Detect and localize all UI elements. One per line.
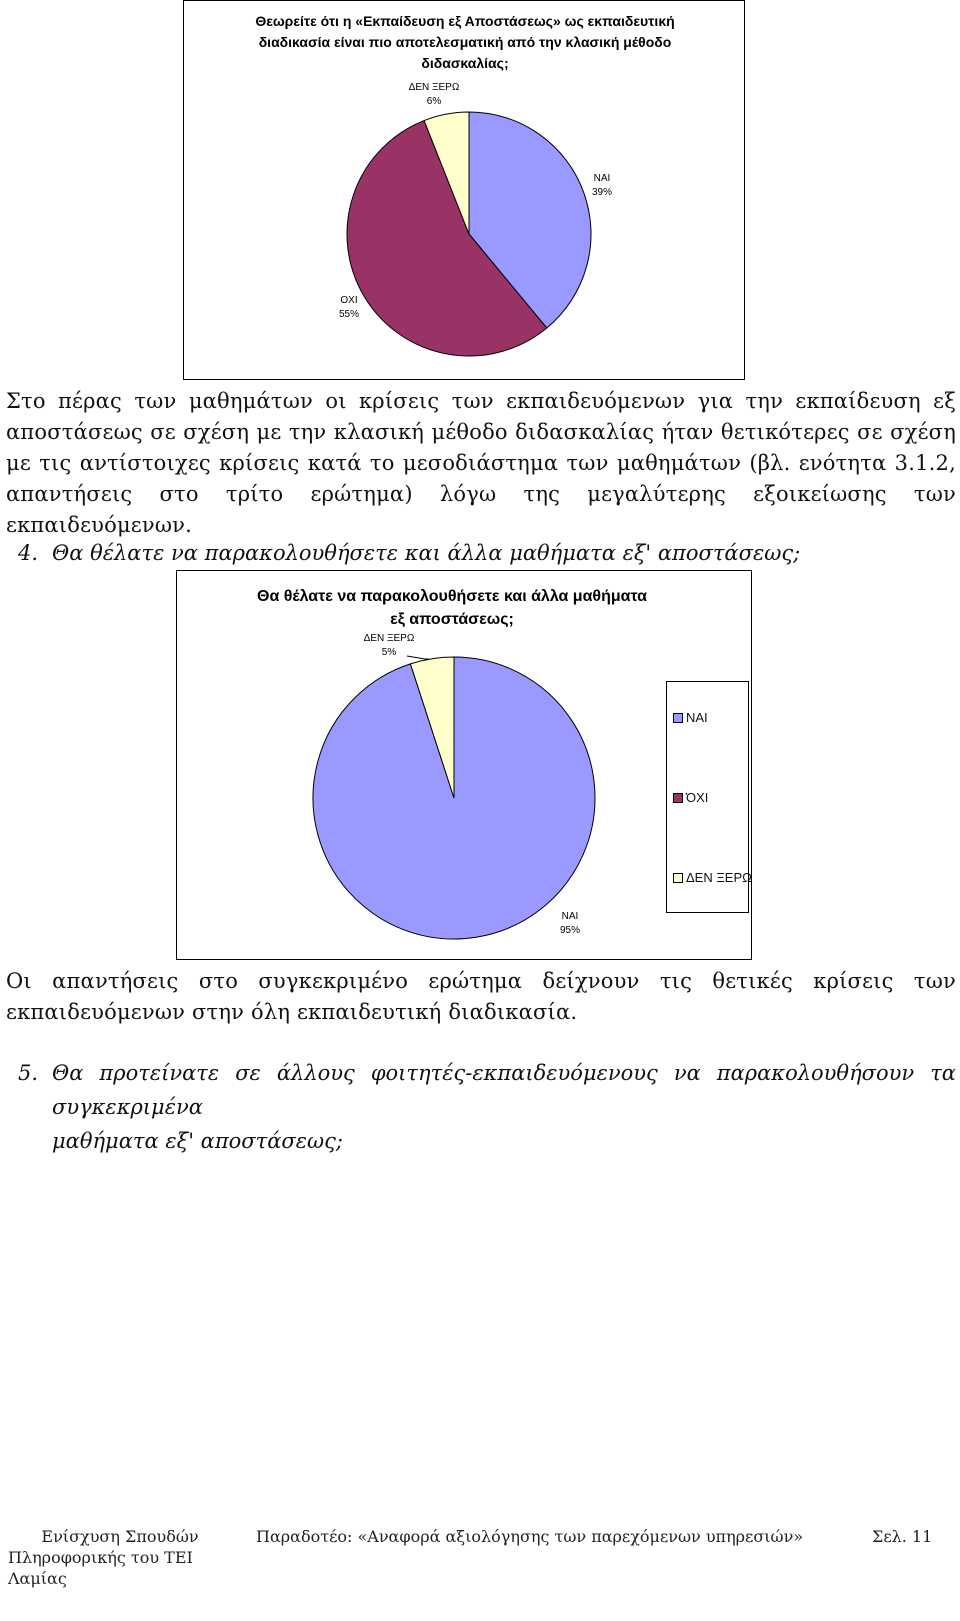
question-4-text: Θα θέλατε να παρακολουθήσετε και άλλα μαθήματα εξ' αποστάσεως; [52, 541, 801, 565]
chart-2-legend [666, 681, 752, 913]
chart-1-title-line-2: διαδικασία είναι πιο αποτελεσματική από την κλασική μέθοδο [258, 34, 672, 50]
chart-1-title-line-1: Θεωρείτε ότι η «Εκπαίδευση εξ Αποστάσεως» ως εκπαιδευτική [255, 13, 675, 29]
chart-2-leader-line-2 [407, 656, 429, 659]
chart-1-slice-percent-2: 6% [426, 96, 442, 107]
chart-1-title-line-3: διδασκαλίας; [421, 55, 509, 71]
chart-2-slice-percent-2: 5% [381, 647, 397, 658]
paragraph-2: Οι απαντήσεις στο συγκεκριμένο ερώτημα δείχνουν τις θετικές κρίσεις των εκπαιδευόμενων στην όλη εκπαιδευτική διαδικασία. [6, 969, 956, 1024]
legend-item-den-xero [673, 870, 752, 885]
legend-label-ochi: ΌΧΙ [686, 790, 709, 805]
legend-swatch-nai [673, 713, 683, 723]
chart-2 [176, 570, 752, 960]
footer-center: Παραδοτέο: «Αναφορά αξιολόγησης των παρεχόμενων υπηρεσιών» [256, 1527, 804, 1546]
footer-left-line-1: Ενίσχυση Σπουδών [41, 1527, 199, 1546]
footer-left-line-2: Πληροφορικής του ΤΕΙ Λαμίας [8, 1548, 193, 1588]
paragraph-1: Στο πέρας των μαθημάτων οι κρίσεις των εκπαιδευόμενων για την εκπαίδευση εξ αποστάσεως σε σχέση με την κλασική μέθοδο διδασκαλίας ήταν θετικότερες σε σχέση με τις αντίστοιχες κρίσεις κατά το μεσοδιάστημα των μαθημάτων (βλ. ενότητα 3.1.2, απαντήσεις στο τρίτο ερώτημα) λόγω της μεγαλύτερης εξοικείωσης των εκπαιδευόμενων. [6, 389, 956, 537]
question-5-text-line-1: Θα προτείνατε σε άλλους φοιτητές-εκπαιδευόμενους να παρακολουθήσουν τα συγκεκριμένα [52, 1061, 956, 1119]
chart-1-slice-percent-1: 55% [338, 309, 360, 320]
legend-swatch-ochi [673, 793, 683, 803]
chart-1-plot [184, 1, 746, 381]
chart-2-slice-label-0: ΝΑΙ [561, 911, 579, 922]
question-5-number: 5. [17, 1061, 38, 1085]
footer-page-number: Σελ. 11 [872, 1527, 933, 1546]
chart-1 [183, 0, 745, 380]
chart-2-title-line-2: εξ αποστάσεως; [390, 611, 514, 628]
chart-2-slice-label-2: ΔΕΝ ΞΕΡΩ [363, 633, 415, 644]
legend-label-nai: ΝΑΙ [686, 710, 708, 725]
chart-1-slice-label-1: ΟΧΙ [340, 295, 358, 306]
question-5-text-line-2: μαθήματα εξ' αποστάσεως; [52, 1129, 343, 1153]
question-4 [0, 536, 950, 570]
chart-1-slice-label-2: ΔΕΝ ΞΕΡΩ [408, 82, 460, 93]
legend-label-den-xero: ΔΕΝ ΞΕΡΩ [686, 870, 752, 885]
legend-item-ochi [673, 790, 708, 805]
chart-1-slice-percent-0: 39% [591, 187, 613, 198]
legend-swatch-den-xero [673, 873, 683, 883]
chart-1-slice-label-0: ΝΑΙ [593, 173, 611, 184]
footer-left [8, 1526, 248, 1589]
chart-2-title-line-1: Θα θέλατε να παρακολουθήσετε και άλλα μαθήματα [257, 588, 647, 605]
legend-item-nai [673, 710, 708, 725]
question-5 [0, 1056, 956, 1158]
question-4-number: 4. [17, 541, 38, 565]
chart-2-slice-percent-0: 95% [559, 925, 581, 936]
